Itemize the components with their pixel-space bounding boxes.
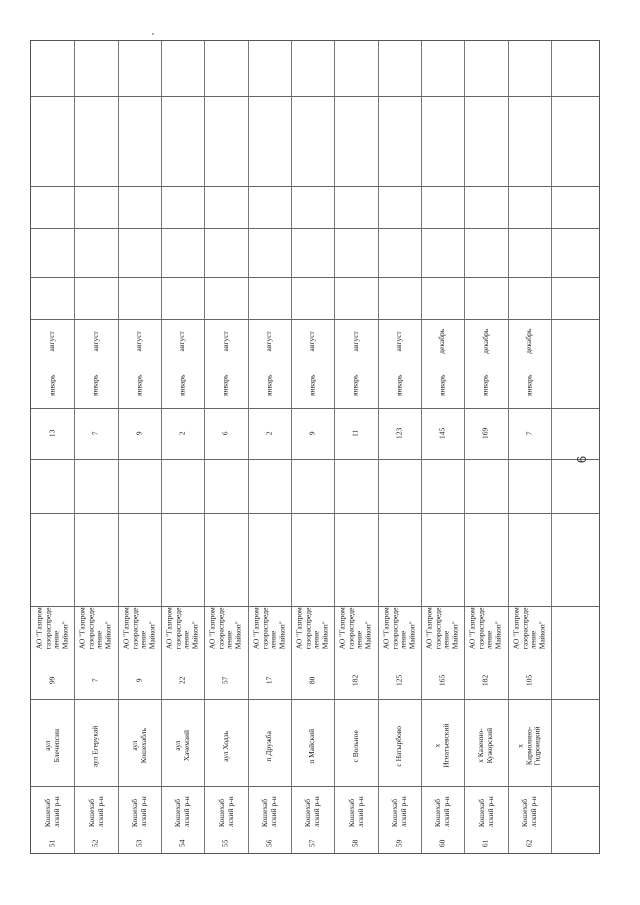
cell-locality <box>31 701 74 791</box>
cell-count <box>161 659 204 701</box>
cell-text-org: АО "Газпром газораспреде ление Майкоп" <box>424 607 460 649</box>
cell-no <box>204 833 248 853</box>
cell-start <box>464 363 508 408</box>
cell-count <box>118 659 161 701</box>
cell-text-count: 182 <box>480 674 490 686</box>
cell-no <box>421 833 464 853</box>
cell-end <box>204 319 248 363</box>
column-separator <box>31 459 599 460</box>
cell-text-locality: п Дружба <box>264 730 274 762</box>
cell-start <box>161 363 204 408</box>
cell-count <box>464 659 508 701</box>
cell-end <box>334 319 378 363</box>
cell-text-no: 59 <box>394 839 404 847</box>
cell-text-org: АО "Газпром газораспреде ление Майкоп" <box>34 607 70 649</box>
cell-text-value: 7 <box>90 431 100 436</box>
cell-start <box>74 363 118 408</box>
cell-start <box>31 363 74 408</box>
cell-text-start: январь <box>47 374 57 397</box>
cell-value <box>118 408 161 459</box>
cell-locality <box>464 701 508 791</box>
cell-end <box>464 319 508 363</box>
cell-district <box>421 791 464 833</box>
cell-count <box>378 659 421 701</box>
cell-text-end: декабрь <box>437 328 447 354</box>
cell-locality <box>118 701 161 791</box>
cell-value <box>421 408 464 459</box>
cell-text-end: август <box>90 330 100 352</box>
data-table <box>30 40 600 854</box>
cell-text-no: 54 <box>177 839 187 847</box>
cell-no <box>74 833 118 853</box>
cell-end <box>421 319 464 363</box>
cell-end <box>508 319 551 363</box>
cell-district <box>161 791 204 833</box>
cell-org <box>464 597 508 659</box>
cell-text-count: 99 <box>47 676 57 684</box>
cell-no <box>31 833 74 853</box>
cell-text-end: август <box>47 330 57 352</box>
cell-text-district: Кошехаб лский р-н <box>216 796 234 828</box>
cell-text-count: 105 <box>524 674 534 686</box>
cell-text-value: 2 <box>177 431 187 436</box>
cell-value <box>464 408 508 459</box>
cell-text-district: Кошехаб лский р-н <box>346 796 364 828</box>
cell-text-district: Кошехаб лский р-н <box>519 796 538 828</box>
cell-text-start: январь <box>437 374 447 397</box>
cell-text-district: Кошехаб лский р-н <box>172 796 191 828</box>
cell-text-count: 165 <box>437 674 447 686</box>
cell-value <box>378 408 421 459</box>
cell-text-end: август <box>350 330 360 352</box>
cell-text-start: январь <box>524 374 534 397</box>
cell-value <box>508 408 551 459</box>
cell-text-value: 11 <box>350 429 360 438</box>
cell-start <box>508 363 551 408</box>
cell-text-value: 9 <box>134 431 144 436</box>
cell-no <box>378 833 421 853</box>
cell-org <box>31 597 74 659</box>
scan-speck <box>152 33 154 35</box>
cell-no <box>118 833 161 853</box>
cell-start <box>421 363 464 408</box>
cell-end <box>161 319 204 363</box>
cell-no <box>508 833 551 853</box>
cell-text-no: 52 <box>90 839 100 847</box>
cell-text-no: 53 <box>134 839 144 847</box>
cell-text-locality: аул Блечепсин <box>42 729 61 763</box>
column-separator <box>31 277 599 278</box>
cell-text-locality: п Майский <box>307 728 317 764</box>
cell-text-locality: х Игнатьевский <box>432 723 451 769</box>
column-separator <box>31 228 599 229</box>
cell-text-locality: с Вольное <box>350 729 360 763</box>
cell-text-start: январь <box>394 374 404 397</box>
cell-text-start: январь <box>220 374 230 397</box>
cell-district <box>118 791 161 833</box>
cell-count <box>508 659 551 701</box>
cell-text-count: 17 <box>264 676 274 684</box>
cell-district <box>464 791 508 833</box>
cell-text-start: январь <box>480 374 490 397</box>
cell-locality <box>334 701 378 791</box>
cell-district <box>74 791 118 833</box>
page-number: 6 <box>574 455 590 464</box>
cell-start <box>248 363 291 408</box>
cell-start <box>204 363 248 408</box>
cell-org <box>248 597 291 659</box>
cell-text-end: август <box>134 330 144 352</box>
cell-no <box>464 833 508 853</box>
cell-text-value: 123 <box>394 427 404 440</box>
cell-text-locality: с Натырбово <box>394 725 404 767</box>
cell-text-count: 125 <box>394 674 404 686</box>
cell-district <box>378 791 421 833</box>
cell-value <box>291 408 334 459</box>
cell-text-end: август <box>394 330 404 352</box>
cell-district <box>508 791 551 833</box>
cell-locality <box>508 701 551 791</box>
cell-org <box>334 597 378 659</box>
cell-text-value: 6 <box>220 431 230 436</box>
cell-text-org: АО "Газпром газораспреде ление Майкоп" <box>164 607 200 649</box>
cell-text-org: АО "Газпром газораспреде ление Майкоп" <box>511 607 547 649</box>
cell-end <box>248 319 291 363</box>
cell-count <box>334 659 378 701</box>
cell-text-no: 56 <box>264 839 274 847</box>
cell-count <box>291 659 334 701</box>
cell-text-value: 145 <box>437 427 447 440</box>
cell-text-org: АО "Газпром газораспреде ление Майкоп" <box>381 607 417 649</box>
cell-text-district: Кошехаб лский р-н <box>476 796 494 828</box>
cell-text-value: 9 <box>307 431 317 436</box>
cell-count <box>421 659 464 701</box>
cell-no <box>334 833 378 853</box>
cell-text-start: январь <box>90 374 100 397</box>
cell-org <box>421 597 464 659</box>
cell-value <box>74 408 118 459</box>
cell-count <box>248 659 291 701</box>
cell-district <box>248 791 291 833</box>
cell-text-district: Кошехаб лский р-н <box>259 796 278 828</box>
cell-count <box>31 659 74 701</box>
cell-no <box>248 833 291 853</box>
cell-text-no: 58 <box>350 839 360 847</box>
cell-text-end: декабрь <box>524 328 534 354</box>
cell-text-org: АО "Газпром газораспреде ление Майкоп" <box>294 607 330 649</box>
cell-end <box>291 319 334 363</box>
cell-text-end: август <box>220 330 230 352</box>
cell-text-locality: аул Хачемзий <box>172 730 191 762</box>
cell-locality <box>378 701 421 791</box>
cell-text-district: Кошехаб лский р-н <box>86 796 104 828</box>
cell-start <box>334 363 378 408</box>
column-separator <box>31 96 599 97</box>
cell-text-count: 182 <box>350 674 360 686</box>
cell-end <box>31 319 74 363</box>
cell-count <box>74 659 118 701</box>
cell-text-district: Кошехаб лский р-н <box>129 796 148 828</box>
cell-district <box>291 791 334 833</box>
cell-text-end: август <box>177 330 187 352</box>
cell-locality <box>161 701 204 791</box>
cell-text-org: АО "Газпром газораспреде ление Майкоп" <box>467 607 503 649</box>
cell-text-org: АО "Газпром газораспреде ление Майкоп" <box>207 607 243 649</box>
cell-locality <box>421 701 464 791</box>
cell-text-start: январь <box>307 374 317 397</box>
column-separator <box>31 513 599 514</box>
cell-text-district: Кошехаб лский р-н <box>302 796 321 828</box>
column-separator <box>31 186 599 187</box>
cell-text-org: АО "Газпром газораспреде ление Майкоп" <box>337 607 373 649</box>
cell-text-locality: аул Кошехабль <box>129 728 148 764</box>
cell-org <box>204 597 248 659</box>
cell-text-locality: аул Егерукай <box>90 725 100 767</box>
cell-value <box>161 408 204 459</box>
cell-org <box>161 597 204 659</box>
cell-start <box>291 363 334 408</box>
cell-text-count: 57 <box>220 676 230 684</box>
cell-text-no: 61 <box>480 839 490 847</box>
cell-end <box>118 319 161 363</box>
cell-text-locality: х Кармолино- Гидроицкий <box>515 726 542 766</box>
cell-end <box>378 319 421 363</box>
cell-text-no: 51 <box>47 839 57 847</box>
cell-text-start: январь <box>134 374 144 397</box>
cell-text-district: Кошехаб лский р-н <box>42 796 61 828</box>
cell-text-no: 62 <box>524 839 534 847</box>
cell-start <box>118 363 161 408</box>
cell-text-end: август <box>264 330 274 352</box>
cell-text-start: январь <box>264 374 274 397</box>
cell-text-locality: аул Ходзь <box>220 730 230 762</box>
cell-value <box>334 408 378 459</box>
cell-text-count: 80 <box>307 676 317 684</box>
cell-text-value: 7 <box>524 431 534 436</box>
cell-district <box>334 791 378 833</box>
cell-value <box>204 408 248 459</box>
cell-value <box>31 408 74 459</box>
cell-text-end: август <box>307 330 317 352</box>
cell-text-org: АО "Газпром газораспреде ление Майкоп" <box>121 607 157 649</box>
cell-text-district: Кошехаб лский р-н <box>389 796 408 828</box>
cell-text-count: 22 <box>177 676 187 684</box>
cell-district <box>31 791 74 833</box>
cell-start <box>378 363 421 408</box>
cell-org <box>508 597 551 659</box>
cell-end <box>74 319 118 363</box>
cell-no <box>161 833 204 853</box>
cell-text-org: АО "Газпром газораспреде ление Майкоп" <box>251 607 287 649</box>
cell-locality <box>248 701 291 791</box>
cell-text-value: 2 <box>264 431 274 436</box>
cell-text-value: 13 <box>47 429 57 438</box>
cell-text-no: 57 <box>307 839 317 847</box>
cell-no <box>291 833 334 853</box>
cell-text-start: январь <box>177 374 187 397</box>
cell-locality <box>204 701 248 791</box>
cell-text-locality: х Казенно- Кужорский <box>476 728 494 764</box>
cell-org <box>378 597 421 659</box>
cell-text-start: январь <box>350 374 360 397</box>
cell-locality <box>291 701 334 791</box>
cell-value <box>248 408 291 459</box>
row-separator <box>551 41 552 853</box>
cell-text-count: 7 <box>90 678 100 682</box>
cell-text-count: 9 <box>134 678 144 682</box>
cell-text-no: 55 <box>220 839 230 847</box>
cell-text-org: АО "Газпром газораспреде ление Майкоп" <box>77 607 113 649</box>
cell-text-district: Кошехаб лский р-н <box>432 796 451 828</box>
cell-org <box>291 597 334 659</box>
cell-district <box>204 791 248 833</box>
cell-text-end: декабрь <box>480 328 490 354</box>
cell-locality <box>74 701 118 791</box>
cell-text-value: 169 <box>480 427 490 440</box>
cell-org <box>74 597 118 659</box>
cell-count <box>204 659 248 701</box>
cell-org <box>118 597 161 659</box>
cell-text-no: 60 <box>437 839 447 847</box>
